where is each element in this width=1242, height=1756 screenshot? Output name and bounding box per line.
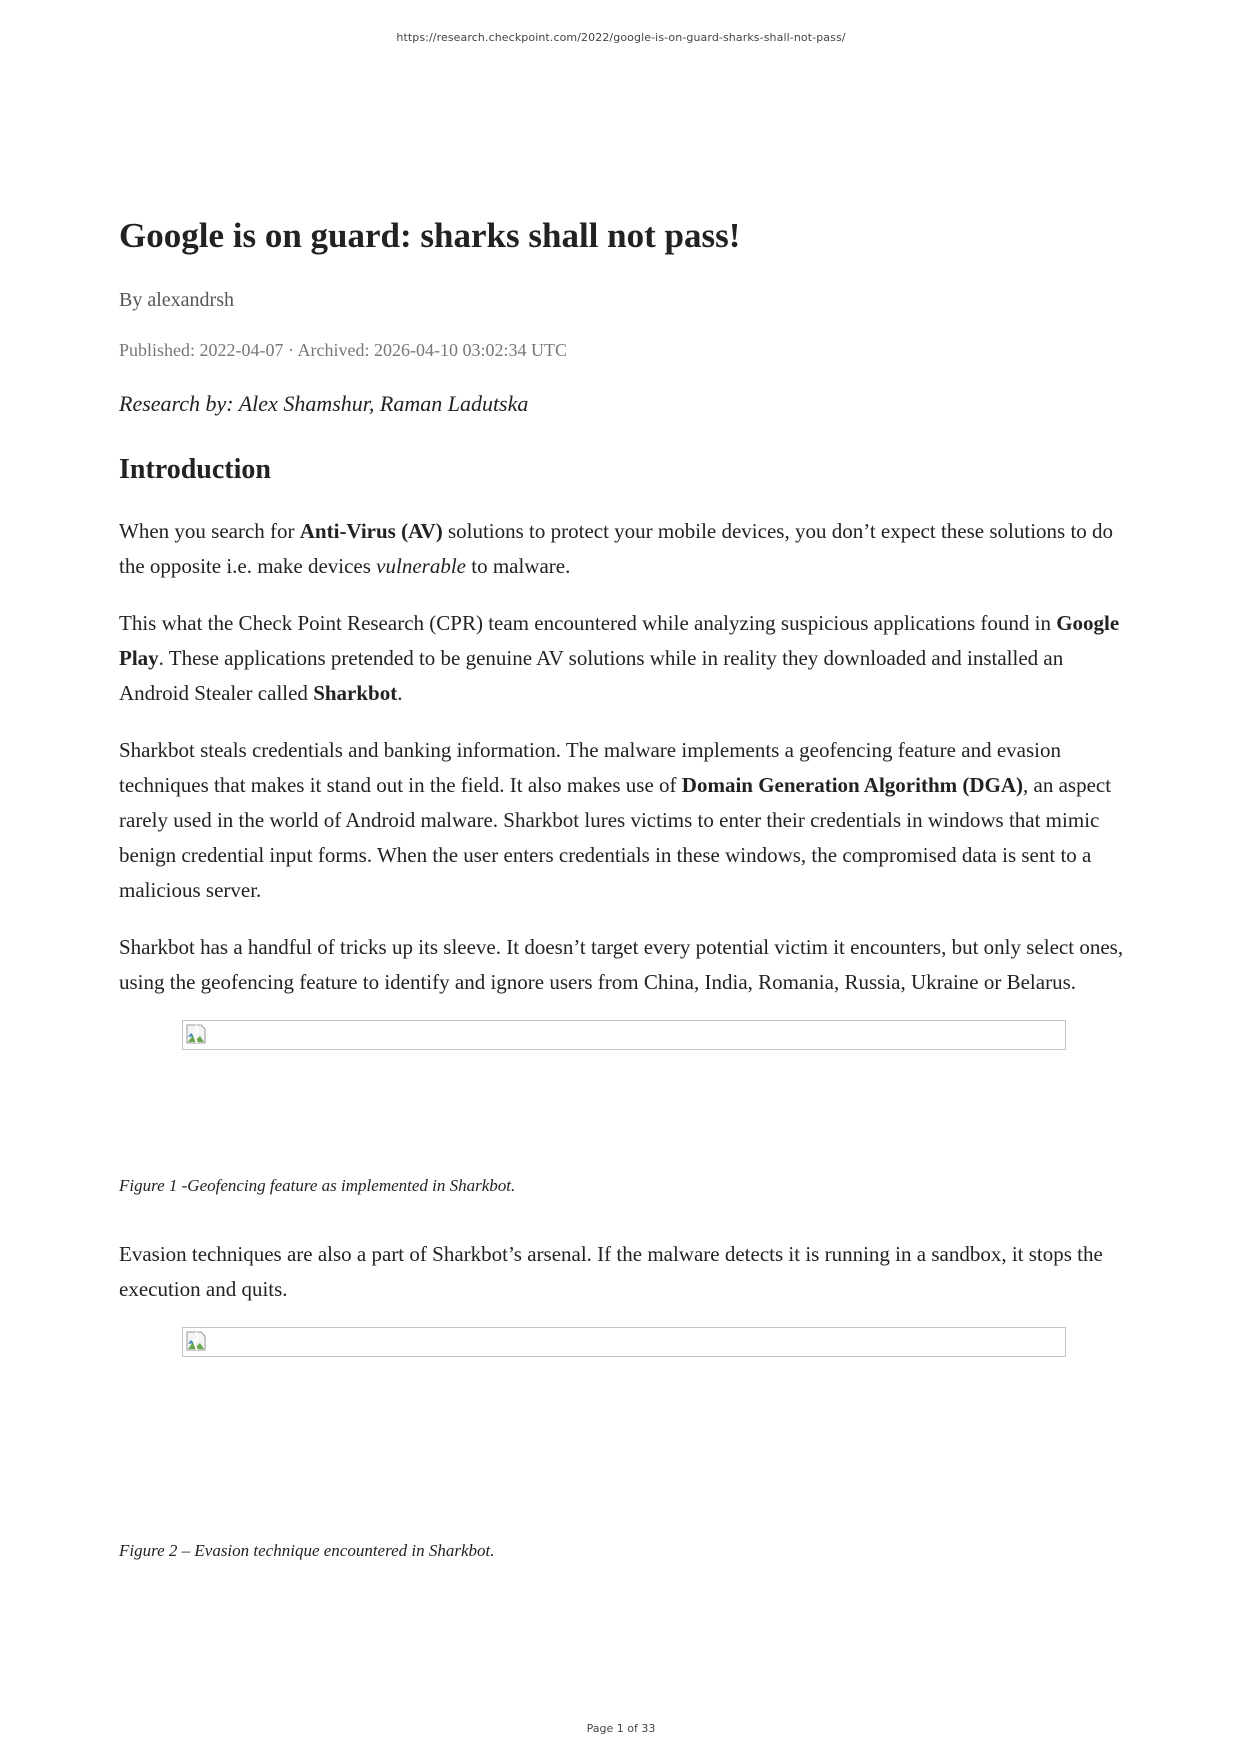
text: . <box>397 681 403 705</box>
text: When you search for <box>119 519 300 543</box>
text: solutions to protect your mobile devices, you don’t expect these solutions to do the opposite i.e. make devices <box>119 519 1114 578</box>
italic-term: vulnerable <box>376 554 466 578</box>
section-heading-introduction: Introduction <box>119 454 271 485</box>
paragraph-4: Sharkbot has a handful of tricks up its sleeve. It doesn’t target every potential victim it encounters, but only select ones, using the geofencing feature to identify and ignore users from China, India, Romania, Russia, Ukraine or Belarus. <box>119 935 1124 994</box>
bold-term: Anti-Virus (AV) <box>299 519 443 543</box>
text: . These applications pretended to be genuine AV solutions while in reality they downloaded and installed an Android Stealer called <box>119 646 1064 705</box>
article-dates: Published: 2022-04-07 · Archived: 2026-04-10 03:02:34 UTC <box>119 340 567 360</box>
text: to malware. <box>465 554 571 578</box>
paragraph-3 <box>119 733 1129 908</box>
text: Sharkbot steals credentials and banking information. The malware implements a geofencing feature and evasion techniques that makes it stand out in the field. It also makes use of <box>119 738 1061 797</box>
paragraph-2 <box>119 606 1129 711</box>
bold-term: Domain Generation Algorithm (DGA) <box>681 773 1024 797</box>
article-content <box>119 206 1129 1562</box>
bold-term: Google Play <box>119 611 1120 670</box>
research-credits: Research by: Alex Shamshur, Raman Ladutska <box>119 391 529 416</box>
figure-1-image-placeholder <box>182 1020 1066 1050</box>
figure-2-image-placeholder <box>182 1327 1066 1357</box>
text: This what the Check Point Research (CPR) team encountered while analyzing suspicious applications found in <box>119 611 1057 635</box>
paragraph-5: Evasion techniques are also a part of Sharkbot’s arsenal. If the malware detects it is running in a sandbox, it stops the execution and quits. <box>119 1242 1103 1301</box>
figure-2-caption: Figure 2 – Evasion technique encountered in Sharkbot. <box>119 1541 495 1560</box>
article-byline: By alexandrsh <box>119 289 234 311</box>
page-number: Page 1 of 33 <box>586 1722 656 1735</box>
article-title: Google is on guard: sharks shall not pass! <box>119 216 741 255</box>
figure-1-caption: Figure 1 -Geofencing feature as implemented in Sharkbot. <box>119 1176 516 1195</box>
paragraph-1 <box>119 514 1129 584</box>
text: , an aspect rarely used in the world of Android malware. Sharkbot lures victims to enter their credentials in windows that mimic benign credential input forms. When the user enters credentials in these windows, the compromised data is sent to a malicious server. <box>119 773 1112 902</box>
broken-image-icon <box>185 1330 207 1352</box>
page-url-header: https://research.checkpoint.com/2022/google-is-on-guard-sharks-shall-not-pass/ <box>396 31 846 44</box>
bold-term: Sharkbot <box>313 681 398 705</box>
broken-image-icon <box>185 1023 207 1045</box>
